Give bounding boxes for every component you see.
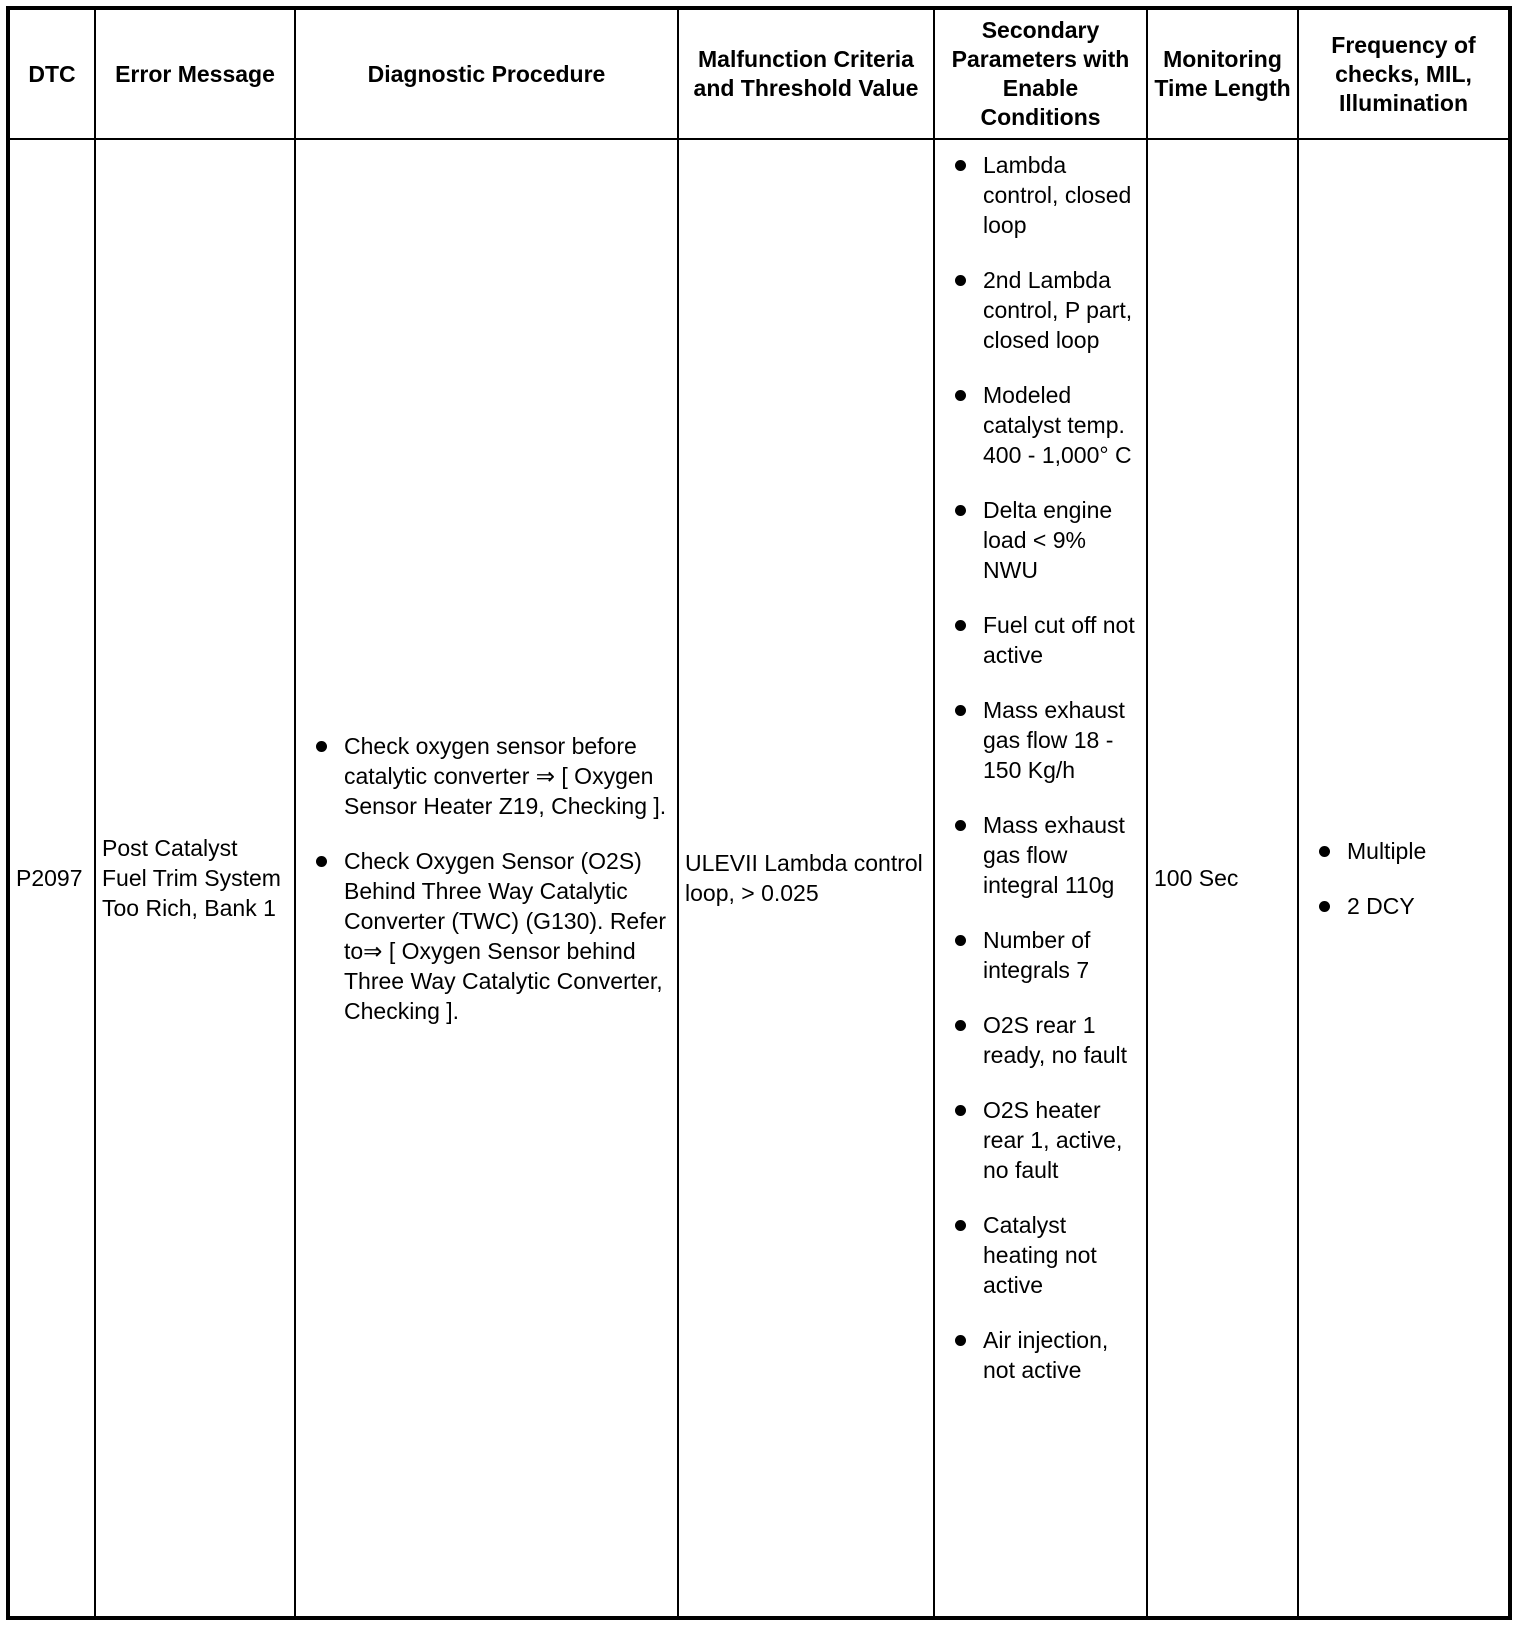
table-body [8,139,1510,1618]
list-item [1305,891,1502,921]
list-item-text: Mass exhaust gas flow 18 - 150 Kg/h [983,697,1125,783]
bullet-icon [955,275,966,286]
bullet-icon [955,705,966,716]
bullet-icon [955,820,966,831]
list-item-text: Mass exhaust gas flow integral 110g [983,812,1125,898]
bullet-icon [316,856,327,867]
diagnostic-procedure-list [302,731,671,1026]
list-item-text: Catalyst heating not active [983,1212,1097,1298]
list-item-text: Fuel cut off not active [983,612,1135,668]
header-error-message: Error Message [95,8,295,139]
list-item [941,695,1140,785]
table-row [8,139,1510,1618]
bullet-icon [955,620,966,631]
list-item [941,1010,1140,1070]
frequency-list [1305,836,1502,921]
list-item-text: Check Oxygen Sensor (O2S) Behind Three Way Catalytic Converter (TWC) (G130). Refer to⇒ [ Oxygen Sensor behind Three Way Catalytic Converter, Checking ]. [344,847,667,1024]
list-item-text: O2S rear 1 ready, no fault [983,1012,1128,1068]
header-dtc: DTC [8,8,95,139]
bullet-icon [955,935,966,946]
bullet-icon [955,160,966,171]
list-item-text: Modeled catalyst temp. 400 - 1,000° C [983,382,1132,468]
bullet-icon [316,741,327,752]
list-item [941,495,1140,585]
list-item [302,731,671,821]
bullet-icon [1319,846,1330,857]
dtc-table [6,6,1512,1620]
list-item-text: 2nd Lambda control, P part, closed loop [983,267,1133,353]
header-frequency: Frequency of checks, MIL, Illumination [1298,8,1510,139]
list-item-text: O2S heater rear 1, active, no fault [983,1097,1123,1183]
bullet-icon [955,505,966,516]
bullet-icon [955,1220,966,1231]
header-malfunction-criteria: Malfunction Criteria and Threshold Value [678,8,934,139]
list-item [302,846,671,1026]
list-item [941,150,1140,240]
cell-diagnostic-procedure [295,139,678,1618]
list-item-text: 2 DCY [1347,892,1415,919]
list-item [941,1210,1140,1300]
list-item [1305,836,1502,866]
list-item [941,610,1140,670]
bullet-icon [955,1105,966,1116]
header-diagnostic-procedure: Diagnostic Procedure [295,8,678,139]
bullet-icon [1319,901,1330,912]
cell-secondary-parameters [934,139,1147,1618]
cell-frequency [1298,139,1510,1618]
list-item-text: Delta engine load < 9% NWU [983,497,1113,583]
list-item-text: Check oxygen sensor before catalytic converter ⇒ [ Oxygen Sensor Heater Z19, Checking ]. [344,732,667,819]
list-item-text: Multiple [1347,837,1427,864]
list-item-text: Number of integrals 7 [983,927,1091,983]
list-item-text: Air injection, not active [983,1327,1109,1383]
list-item [941,1325,1140,1385]
cell-monitoring-time: 100 Sec [1147,139,1298,1618]
cell-dtc: P2097 [8,139,95,1618]
list-item-text: Lambda control, closed loop [983,152,1132,238]
secondary-parameters-list [941,150,1140,1385]
list-item [941,1095,1140,1185]
header-monitoring-time: Monitoring Time Length [1147,8,1298,139]
header-row [8,8,1510,139]
bullet-icon [955,1020,966,1031]
bullet-icon [955,1335,966,1346]
table-header [8,8,1510,139]
cell-malfunction-criteria: ULEVII Lambda control loop, > 0.025 [678,139,934,1618]
cell-error-message: Post Catalyst Fuel Trim System Too Rich, Bank 1 [95,139,295,1618]
list-item [941,925,1140,985]
list-item [941,265,1140,355]
list-item [941,380,1140,470]
header-secondary-parameters: Secondary Parameters with Enable Conditions [934,8,1147,139]
list-item [941,810,1140,900]
bullet-icon [955,390,966,401]
